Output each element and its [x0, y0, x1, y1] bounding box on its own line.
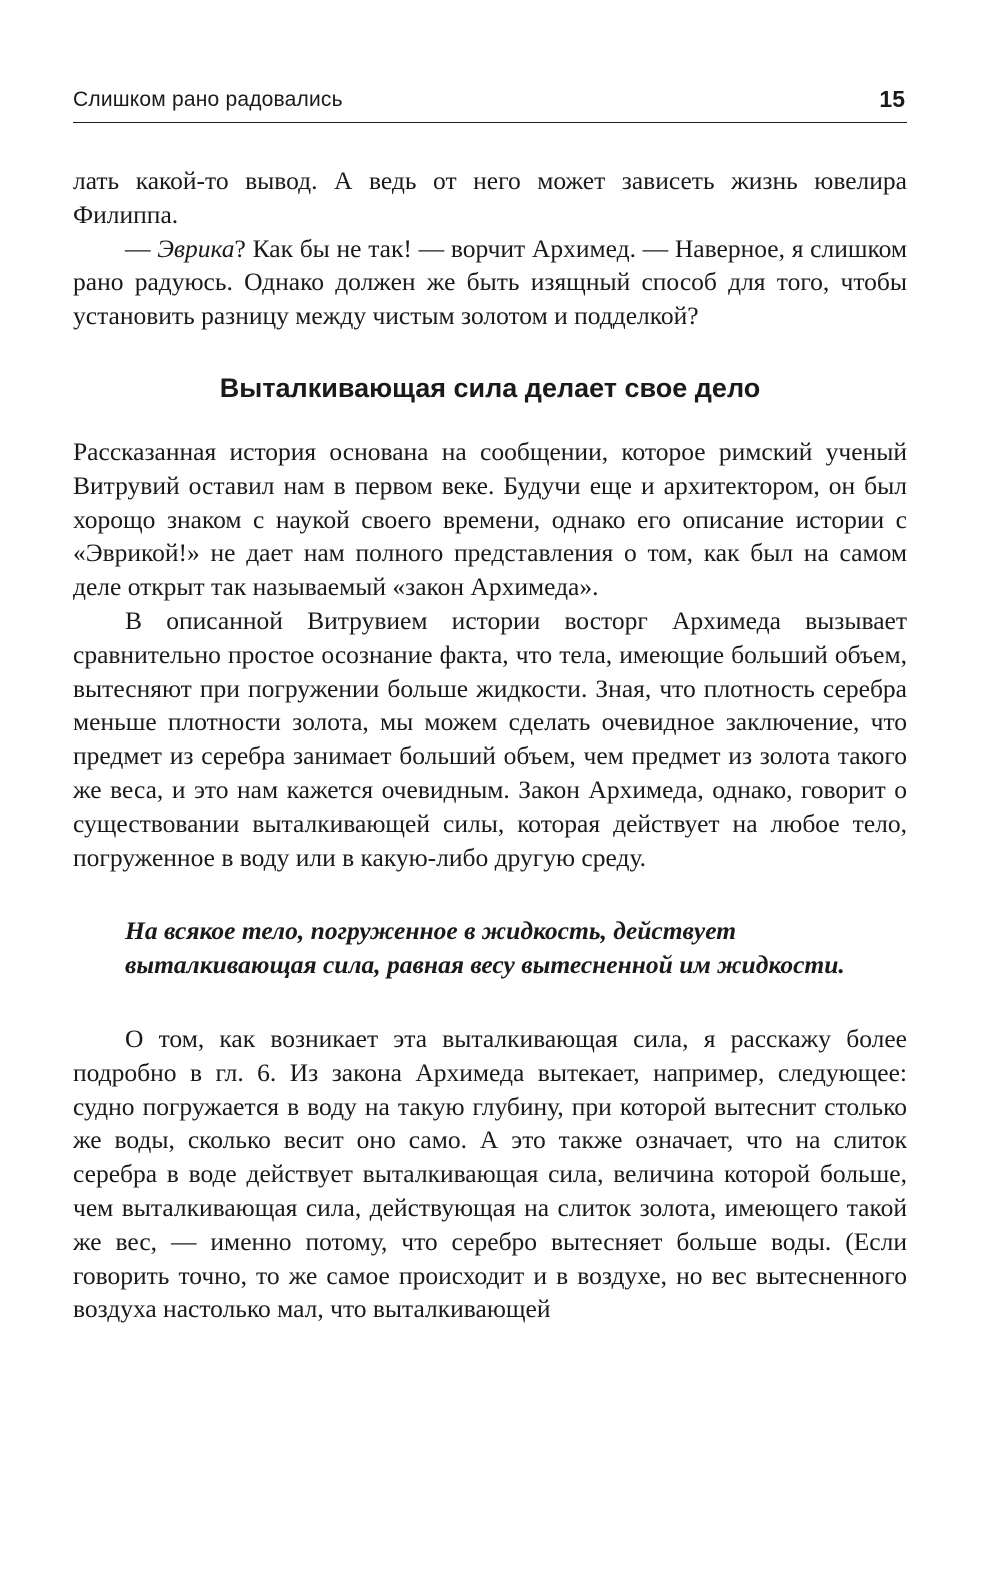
running-title: Слишком рано радовались: [73, 88, 343, 111]
paragraph-volume: В описанной Витрувием истории восторг Архимеда вызывает сравнительно простое осознание факта, что тела, имеющие больший объем, вытесняют при погружении больше жидкости. Зная, что плотность серебра меньше плотности золота, мы можем сделать очевидное заключение, что предмет из серебра занимает больший объем, чем предмет из золота такого же веса, и это нам кажется очевидным. Закон Архимеда, однако, говорит о существовании выталкивающей силы, которая действует на любое тело, погруженное в воду или в какую-либо другую среду.: [73, 605, 907, 872]
running-header: [73, 86, 907, 123]
archimedes-law-statement: На всякое тело, погруженное в жидкость, действует выталкивающая сила, равная весу вытесненной им жидкости.: [125, 916, 845, 980]
dialogue-dash: —: [125, 233, 158, 263]
eureka-word: Эврика: [157, 233, 235, 263]
book-page: [73, 0, 907, 1594]
paragraph-vitruvius: Рассказанная история основана на сообщении, которое римский ученый Витрувий оставил нам в первом веке. Будучи еще и архитектором, он был хорощо знаком с наукой своего времени, однако его описание истории с «Эврикой!» не дает нам полного представления о том, как был на самом деле открыт так называемый «закон Архимеда».: [73, 436, 907, 602]
paragraph-dialogue: [73, 232, 907, 333]
body-text: [73, 164, 907, 1326]
section-heading: Выталкивающая сила делает свое дело: [219, 372, 761, 403]
dialogue-text: ? Как бы не так! — ворчит Архимед. — Наверное, я слишком рано радуюсь. Однако должен же быть изящный способ для того, чтобы установить разницу между чистым золотом и подделкой?: [73, 233, 907, 331]
page-number: 15: [879, 86, 905, 112]
paragraph-continuation: лать какой-то вывод. А ведь от него может зависеть жизнь ювелира Филиппа.: [73, 166, 907, 229]
paragraph-buoyancy: О том, как возникает эта выталкивающая сила, я расскажу более подробно в гл. 6. Из закона Архимеда вытекает, например, следующее: судно погружается в воду на такую глубину, при которой вытеснит столько же воды, сколько весит оно само. А это также означает, что на слиток серебра в воде действует выталкивающая сила, величина которой больше, чем выталкивающая сила, действующая на слиток золота, имеющего такой же вес, — именно потому, что серебро вытесняет больше воды. (Если говорить точно, то же самое происходит и в воздухе, но вес вытесненного воздуха настолько мал, что выталкивающей: [73, 1023, 907, 1324]
